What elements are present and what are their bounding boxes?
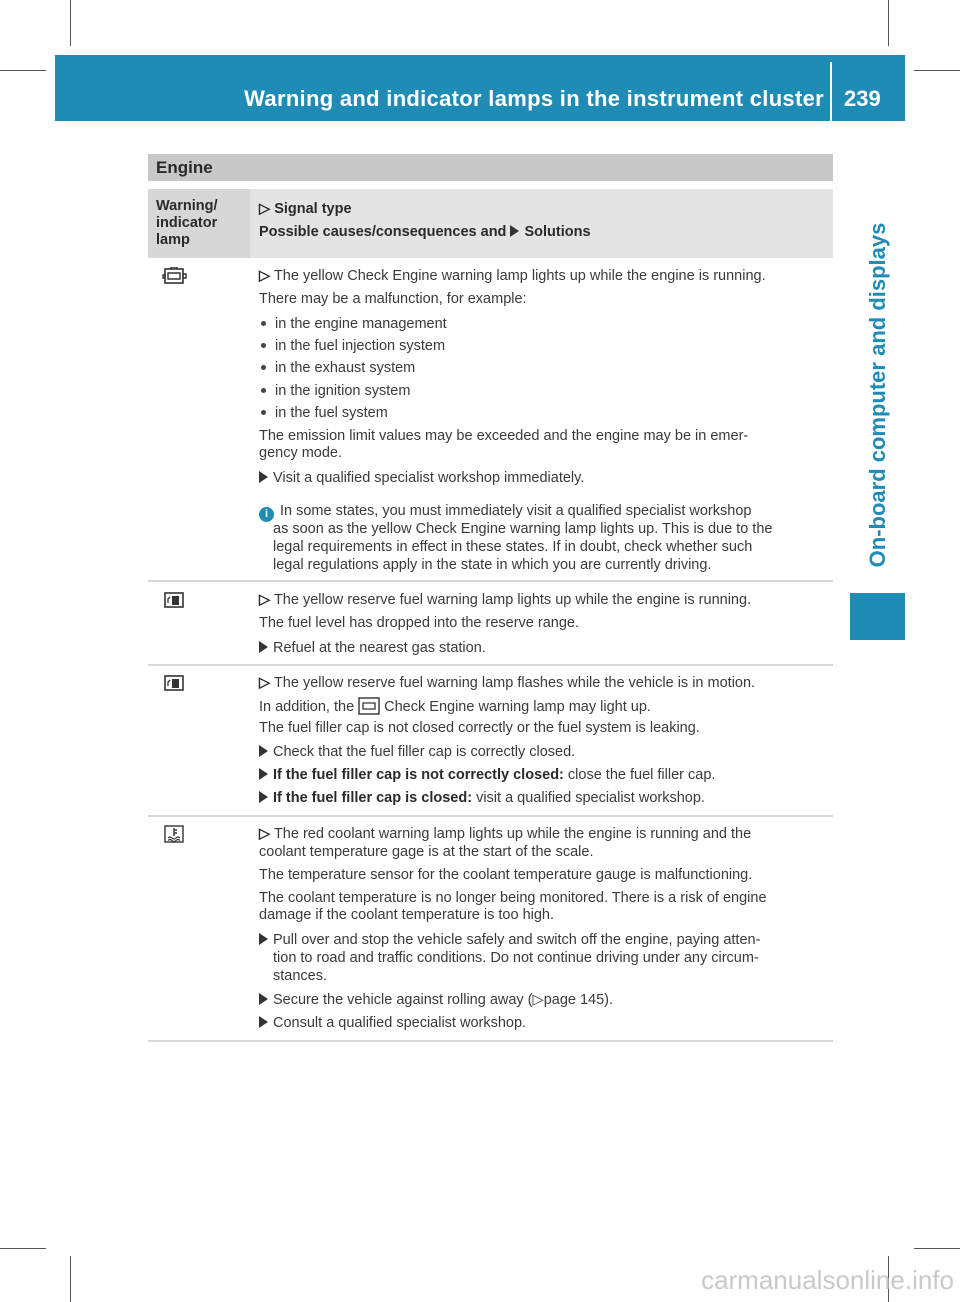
action-text: Check that the fuel filler cap is correctly closed. [273,744,576,760]
action-item [259,1014,526,1032]
action-text: Secure the vehicle against rolling away ( [273,992,533,1008]
signal-text: The yellow Check Engine warning lamp lights up while the engine is running. [273,268,766,284]
list-item-text: in the fuel system [275,405,388,421]
action-text: Refuel at the nearest gas station. [273,640,486,656]
table-row [148,825,833,1035]
signal-line: coolant temperature gage is at the start of the scale. [259,844,594,860]
header-solutions: Solutions [524,224,591,240]
signal-text: The yellow reserve fuel warning lamp lights up while the engine is running. [273,592,752,608]
header-separator [830,62,832,121]
list-item [259,359,415,377]
text-line: The emission limit values may be exceeded and the engine may be in emer- [259,428,749,444]
list-item-text: in the engine management [275,316,447,332]
action-item [259,743,575,761]
table-row [148,267,833,577]
text-line: There may be a malfunction, for example: [259,291,527,307]
action-text: Consult a qualified specialist workshop. [273,1015,527,1031]
action-arrow-icon [259,933,268,945]
row-divider [148,1040,833,1042]
signal-text: The yellow reserve fuel warning lamp flashes while the vehicle is in motion. [273,675,756,691]
header-col-lamp [148,189,250,258]
bullet-icon [261,410,266,415]
side-title-container [850,215,905,575]
bullet-icon [261,365,266,370]
action-item [259,469,584,487]
fuel-pump-icon [156,591,192,609]
action-arrow-icon [259,471,268,483]
action-item [259,639,486,657]
action-condition: If the fuel filler cap is closed: [273,790,473,806]
action-item [259,789,705,807]
text-line: The fuel level has dropped into the reserve range. [259,615,580,631]
crop-mark [914,1248,960,1249]
row-divider [148,664,833,666]
bullet-icon [261,388,266,393]
list-item [259,382,410,400]
side-chapter-title: On-board computer and displays [864,222,890,568]
action-text: Visit a qualified specialist workshop immediately. [273,470,585,486]
table-row [148,591,833,655]
action-condition: If the fuel filler cap is not correctly closed: [273,767,564,783]
page-reference-text: page 145). [543,992,614,1008]
section-title: Engine [148,154,833,181]
text-line: The fuel filler cap is not closed correctly or the fuel system is leaking. [259,720,700,736]
crop-mark [70,0,71,46]
list-item [259,337,445,355]
signal-symbol: ▷ [259,826,271,842]
action-item [259,931,760,949]
signal-symbol: ▷ [259,675,271,691]
signal-line [259,267,766,285]
action-line: stances. [273,968,327,984]
action-arrow-icon [259,745,268,757]
crop-mark [0,1248,46,1249]
watermark: carmanualsonline.info [701,1265,954,1295]
note-line [259,502,751,522]
bullet-icon [261,343,266,348]
header-causes: Possible causes/consequences and [259,224,507,240]
signal-symbol: ▷ [532,992,544,1008]
action-text: visit a qualified specialist workshop. [476,790,705,806]
action-item [259,991,613,1009]
note-line: legal regulations apply in the state in which you are currently driving. [273,557,712,573]
fuel-pump-icon [156,674,192,692]
text-line: The temperature sensor for the coolant temperature gauge is malfunctioning. [259,867,753,883]
signal-line [259,825,751,843]
action-text: Pull over and stop the vehicle safely and switch off the engine, paying atten- [273,932,761,948]
action-arrow-icon [259,1016,268,1028]
text-line: gency mode. [259,445,343,461]
header-signal-type: Signal type [274,201,352,217]
signal-symbol: ▷ [259,201,271,217]
text-line: The coolant temperature is no longer being monitored. There is a risk of engine [259,890,767,906]
table-row [148,674,833,804]
action-item [259,766,715,784]
coolant-temperature-icon [156,825,192,843]
table-header [148,189,833,258]
row-divider [148,815,833,817]
note-text: In some states, you must immediately visit a qualified specialist workshop [280,503,752,519]
text-fragment: In addition, the [259,699,355,715]
header-col-signal [259,198,591,244]
check-engine-icon [357,697,381,720]
note-line: as soon as the yellow Check Engine warning lamp lights up. This is due to the [273,521,773,537]
crop-mark [914,70,960,71]
row-divider [148,580,833,582]
page-header-title: Warning and indicator lamps in the instrument cluster [244,86,824,111]
action-arrow-icon [259,791,268,803]
page-number: 239 [844,86,881,111]
crop-mark [0,70,46,71]
list-item-text: in the ignition system [275,383,411,399]
list-item-text: in the fuel injection system [275,338,446,354]
check-engine-icon [156,267,192,285]
signal-symbol: ▷ [259,592,271,608]
list-item [259,315,447,333]
action-line: tion to road and traffic conditions. Do not continue driving under any circum- [273,950,759,966]
action-text: close the fuel filler cap. [567,767,716,783]
info-icon: i [259,507,274,522]
signal-line [259,674,755,692]
signal-line [259,591,751,609]
page-reference[interactable] [533,992,614,1008]
text-fragment: Check Engine warning lamp may light up. [384,699,651,715]
crop-mark [888,0,889,46]
side-tab [850,593,905,640]
note-line: legal requirements in effect in these states. If in doubt, check whether such [273,539,753,555]
header-col-lamp-line: indicator [156,215,218,231]
bullet-icon [261,321,266,326]
action-arrow-icon [510,225,519,237]
action-arrow-icon [259,641,268,653]
action-arrow-icon [259,768,268,780]
text-line: damage if the coolant temperature is too high. [259,907,555,923]
header-col-lamp-line: Warning/ [156,198,218,214]
text-line [259,697,651,720]
crop-mark [70,1256,71,1302]
list-item-text: in the exhaust system [275,360,416,376]
action-arrow-icon [259,993,268,1005]
signal-symbol: ▷ [259,268,271,284]
signal-text: The red coolant warning lamp lights up while the engine is running and the [273,826,752,842]
list-item [259,404,388,422]
header-col-lamp-line: lamp [156,232,190,248]
